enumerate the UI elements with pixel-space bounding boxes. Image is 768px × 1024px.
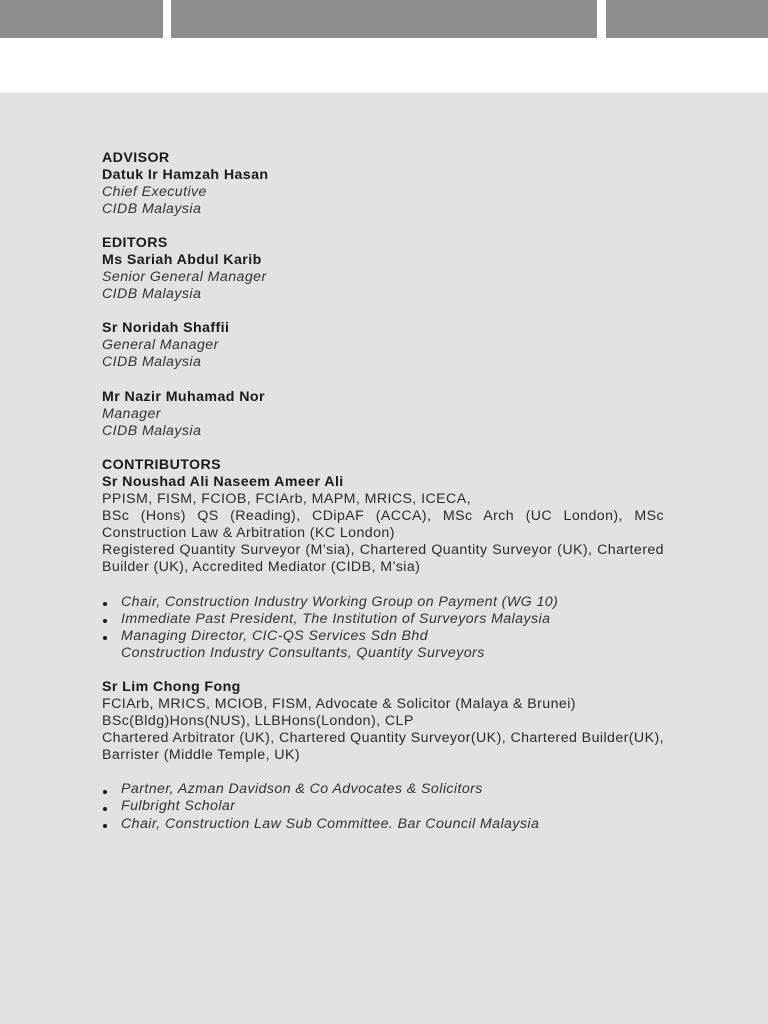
person-name: Sr Noridah Shaffii xyxy=(102,320,230,337)
header-bar-left xyxy=(0,0,163,38)
person-name: Datuk Ir Hamzah Hasan xyxy=(102,166,269,183)
header-bar-right xyxy=(606,0,768,38)
person-qualifications: Registered Quantity Surveyor (M’sia), Chartered Quantity Surveyor (UK), Chartered xyxy=(102,542,664,559)
person-organisation: CIDB Malaysia xyxy=(102,354,202,371)
section-heading: ADVISOR xyxy=(102,149,170,166)
person-entry xyxy=(102,389,664,440)
role-text-continued: Construction Industry Consultants, Quantity Surveyors xyxy=(121,644,485,661)
role-item xyxy=(102,781,664,798)
person-entry xyxy=(102,167,664,218)
person-position: Senior General Manager xyxy=(102,269,267,286)
person-qualifications: Construction Law & Arbitration (KC London) xyxy=(102,525,395,542)
person-entry xyxy=(102,252,664,303)
header-bar-center xyxy=(171,0,597,38)
role-text: Chair, Construction Industry Working Group on Payment (WG 10) xyxy=(121,593,559,610)
role-item xyxy=(102,798,664,815)
person-organisation: CIDB Malaysia xyxy=(102,200,202,217)
person-organisation: CIDB Malaysia xyxy=(102,422,202,439)
role-text: Chair, Construction Law Sub Committee. Bar Council Malaysia xyxy=(121,815,540,832)
person-name: Ms Sariah Abdul Karib xyxy=(102,251,262,268)
roles-list xyxy=(102,594,664,662)
role-item xyxy=(102,594,664,611)
role-text: Partner, Azman Davidson & Co Advocates & Solicitors xyxy=(121,781,483,798)
person-qualifications: BSc(Bldg)Hons(NUS), LLBHons(London), CLP xyxy=(102,713,414,730)
role-text: Managing Director, CIC-QS Services Sdn Bhd xyxy=(121,627,429,644)
person-entry xyxy=(102,320,664,371)
role-item xyxy=(102,628,664,662)
person-qualifications: PPISM, FISM, FCIOB, FCIArb, MAPM, MRICS, ICECA, xyxy=(102,491,471,508)
person-name: Sr Lim Chong Fong xyxy=(102,678,241,695)
contributors-section xyxy=(102,457,664,833)
role-item xyxy=(102,611,664,628)
person-qualifications: Builder (UK), Accredited Mediator (CIDB, M’sia) xyxy=(102,559,421,576)
role-text: Fulbright Scholar xyxy=(121,798,236,815)
person-organisation: CIDB Malaysia xyxy=(102,286,202,303)
person-position: Chief Executive xyxy=(102,183,207,200)
person-qualifications: Barrister (Middle Temple, UK) xyxy=(102,747,300,764)
credits-content xyxy=(102,150,664,833)
person-qualifications: BSc (Hons) QS (Reading), CDipAF (ACCA), MSc Arch (UC London), MSc xyxy=(102,508,664,525)
advisor-section xyxy=(102,150,664,218)
person-qualifications: FCIArb, MRICS, MCIOB, FISM, Advocate & Solicitor (Malaya & Brunei) xyxy=(102,696,576,712)
roles-list xyxy=(102,781,664,832)
person-name: Mr Nazir Muhamad Nor xyxy=(102,388,265,405)
person-entry xyxy=(102,679,664,833)
role-item xyxy=(102,816,664,833)
role-text: Immediate Past President, The Institution of Surveyors Malaysia xyxy=(121,610,551,627)
section-heading: CONTRIBUTORS xyxy=(102,456,222,473)
section-heading: EDITORS xyxy=(102,234,168,251)
person-entry xyxy=(102,474,664,662)
person-position: General Manager xyxy=(102,337,219,354)
person-name: Sr Noushad Ali Naseem Ameer Ali xyxy=(102,473,344,490)
person-position: Manager xyxy=(102,405,161,422)
editors-section xyxy=(102,235,664,440)
person-qualifications: Chartered Arbitrator (UK), Chartered Quantity Surveyor(UK), Chartered Builder(UK), xyxy=(102,730,664,747)
